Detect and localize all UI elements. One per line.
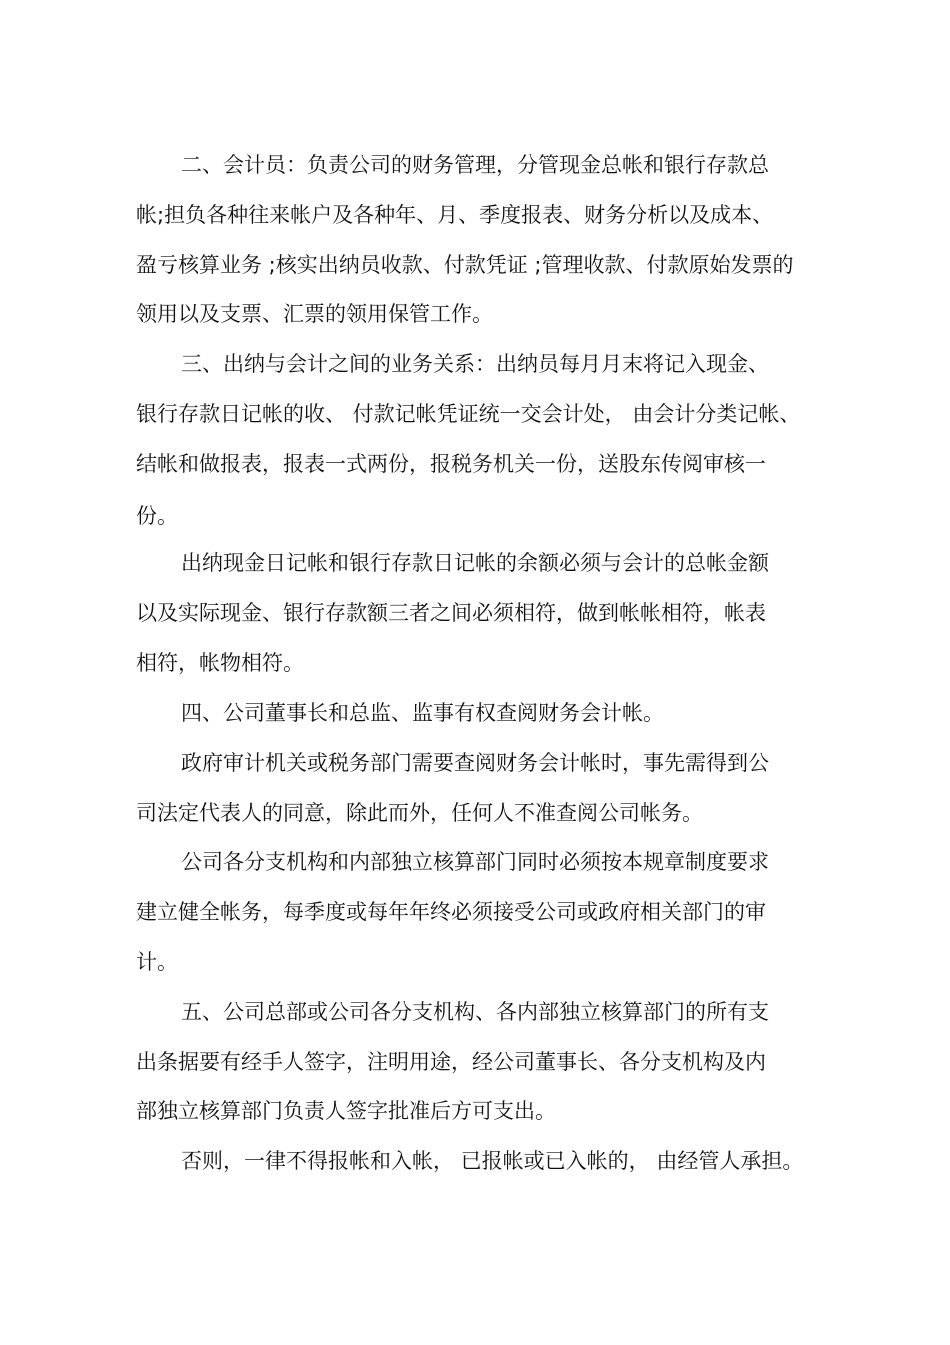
text-line: 相符，帐物相符。: [136, 651, 304, 675]
text-line: 盈亏核算业务 ;核实出纳员收款、付款凭证 ;管理收款、付款原始发票的: [136, 253, 794, 277]
text-line: 二、会计员：负责公司的财务管理，分管现金总帐和银行存款总: [181, 153, 769, 177]
text-line: 结帐和做报表，报表一式两份，报税务机关一份，送股东传阅审核一: [136, 452, 766, 476]
text-line: 帐;担负各种往来帐户及各种年、月、季度报表、财务分析以及成本、: [136, 203, 774, 227]
text-line: 政府审计机关或税务部门需要查阅财务会计帐时，事先需得到公: [181, 751, 769, 775]
text-line: 司法定代表人的同意，除此而外，任何人不准查阅公司帐务。: [136, 801, 703, 825]
text-line: 否则，一律不得报帐和入帐， 已报帐或已入帐的， 由经管人承担。: [181, 1149, 804, 1173]
text-line: 份。: [136, 504, 178, 528]
text-line: 银行存款日记帐的收、 付款记帐凭证统一交会计处， 由会计分类记帐、: [136, 402, 801, 426]
text-line: 公司各分支机构和内部独立核算部门同时必须按本规章制度要求: [181, 850, 769, 874]
text-line: 部独立核算部门负责人签字批准后方可支出。: [136, 1099, 556, 1123]
text-line: 出纳现金日记帐和银行存款日记帐的余额必须与会计的总帐金额: [181, 551, 769, 575]
text-line: 五、公司总部或公司各分支机构、各内部独立核算部门的所有支: [181, 1000, 769, 1024]
text-line: 以及实际现金、银行存款额三者之间必须相符，做到帐帐相符，帐表: [136, 601, 766, 625]
text-line: 建立健全帐务，每季度或每年年终必须接受公司或政府相关部门的审: [136, 900, 766, 924]
text-line: 三、出纳与会计之间的业务关系：出纳员每月月末将记入现金、: [181, 352, 769, 376]
text-line: 出条据要有经手人签字，注明用途，经公司董事长、各分支机构及内: [136, 1050, 766, 1074]
text-line: 四、公司董事长和总监、监事有权查阅财务会计帐。: [181, 701, 664, 725]
text-line: 计。: [136, 950, 178, 974]
text-line: 领用以及支票、汇票的领用保管工作。: [136, 302, 493, 326]
